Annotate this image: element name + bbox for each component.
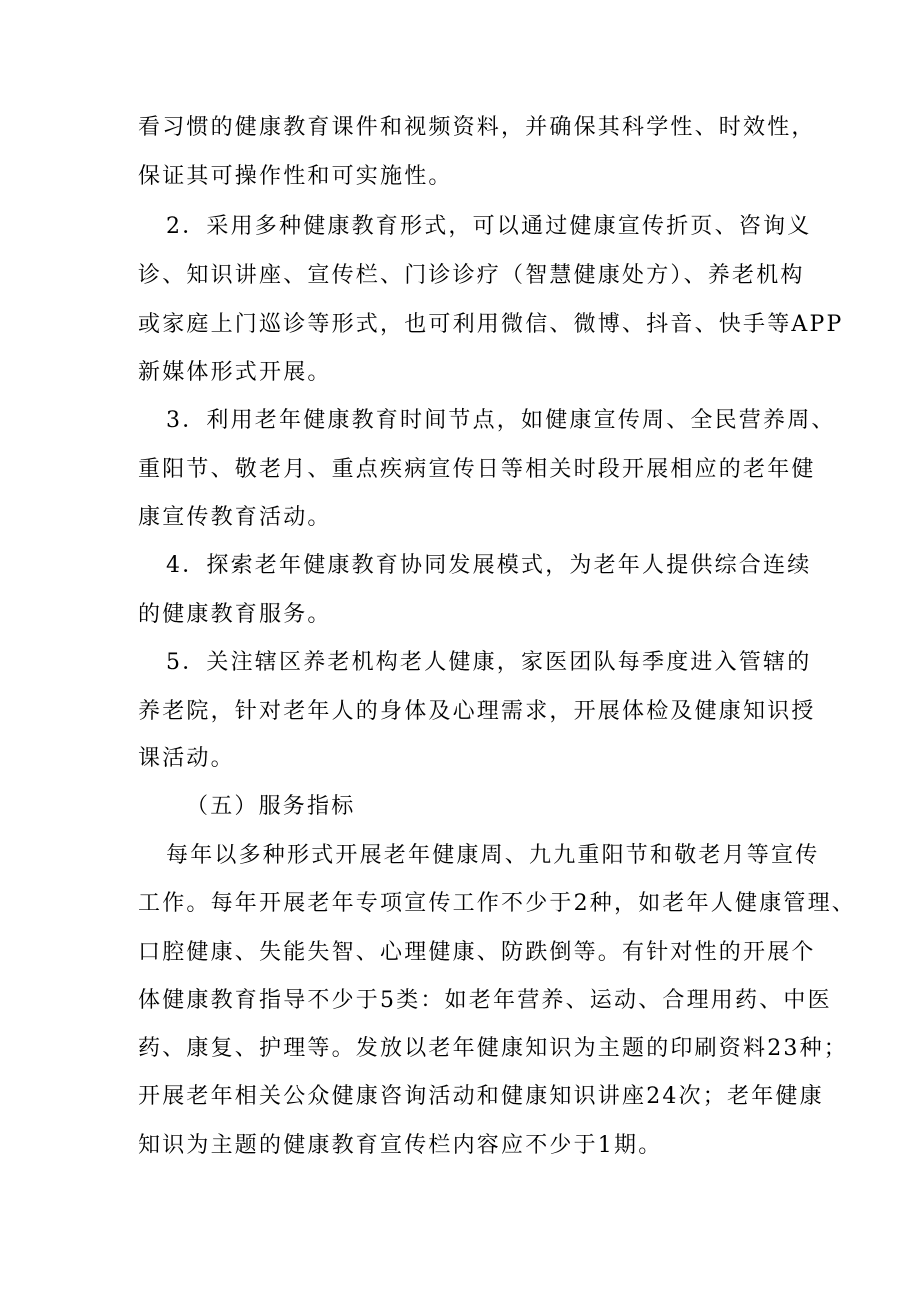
item-4-line-1: 4．探索老年健康教育协同发展模式，为老年人提供综合连续 [166,553,812,578]
indicators-line-7: 知识为主题的健康教育宣传栏内容应不少于1期。 [138,1133,663,1158]
item-4-line-2: 的健康教育服务。 [138,602,332,627]
item-5-line-1: 5．关注辖区养老机构老人健康，家医团队每季度进入管辖的 [166,650,812,675]
item-2-line-2: 诊、知识讲座、宣传栏、门诊诊疗（智慧健康处方）、养老机构 [138,263,805,288]
indicators-line-4: 体健康教育指导不少于5类：如老年营养、运动、合理用药、中医 [138,988,832,1013]
section-heading-service-indicators: （五）服务指标 [186,794,356,819]
indicators-line-3: 口腔健康、失能失智、心理健康、防跌倒等。有针对性的开展个 [138,940,816,965]
indicators-line-1: 每年以多种形式开展老年健康周、九九重阳节和敬老月等宣传 [166,843,820,868]
indicators-line-2: 工作。每年开展老年专项宣传工作不少于2种，如老年人健康管理、 [138,891,856,916]
item-2-line-3: 或家庭上门巡诊等形式，也可利用微信、微博、抖音、快手等APP [138,312,844,337]
item-3-line-1: 3．利用老年健康教育时间节点，如健康宣传周、全民营养周、 [166,408,836,433]
paragraph-continued-line-1: 看习惯的健康教育课件和视频资料，并确保其科学性、时效性， [138,115,816,140]
item-5-line-3: 课活动。 [138,746,235,771]
item-3-line-2: 重阳节、敬老月、重点疾病宣传日等相关时段开展相应的老年健 [138,457,816,482]
item-3-line-3: 康宣传教育活动。 [138,505,332,530]
item-2-line-1: 2．采用多种健康教育形式，可以通过健康宣传折页、咨询义 [166,214,812,239]
indicators-line-5: 药、康复、护理等。发放以老年健康知识为主题的印刷资料23种； [138,1036,848,1061]
indicators-line-6: 开展老年相关公众健康咨询活动和健康知识讲座24次；老年健康 [138,1084,824,1109]
item-5-line-2: 养老院，针对老年人的身体及心理需求，开展体检及健康知识授 [138,699,816,724]
paragraph-continued-line-2: 保证其可操作性和可实施性。 [138,164,453,189]
item-2-line-4: 新媒体形式开展。 [138,360,332,385]
